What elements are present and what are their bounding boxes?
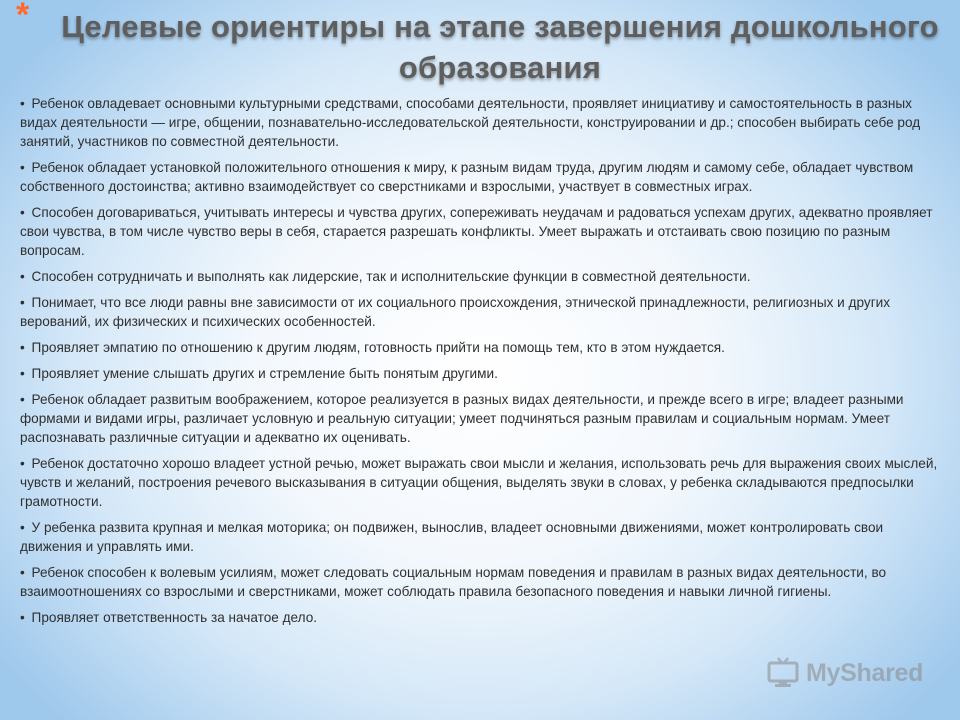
list-item — [20, 293, 946, 331]
title-star-icon: * — [16, 0, 30, 34]
bullet-list — [20, 94, 946, 634]
watermark-text: MyShared — [806, 658, 924, 687]
bullet-icon: • — [20, 520, 25, 535]
list-item-text: Ребенок обладает установкой положительного отношения к миру, к разным видам труда, другим людям и самому себе, обладает чувством собственного достоинства; активно взаимодействует со сверстниками и взрослыми, участвует в совместных играх. — [20, 160, 914, 194]
list-item-text: Способен договариваться, учитывать интересы и чувства других, сопереживать неудачам и радоваться успехам других, адекватно проявляет свои чувства, в том числе чувство веры в себя, старается разрешать конфликты. Умеет выражать и отстаивать свою позицию по разным вопросам. — [20, 205, 933, 258]
bullet-icon: • — [20, 610, 25, 625]
list-item — [20, 94, 946, 151]
myshared-watermark — [766, 656, 923, 690]
list-item — [20, 518, 946, 556]
list-item — [20, 364, 946, 383]
bullet-icon: • — [20, 295, 25, 310]
bullet-icon: • — [20, 160, 25, 175]
list-item — [20, 158, 946, 196]
bullet-icon: • — [20, 456, 25, 471]
list-item-text: Способен сотрудничать и выполнять как лидерские, так и исполнительские функции в совместной деятельности. — [31, 269, 751, 284]
bullet-icon: • — [20, 205, 25, 220]
list-item — [20, 563, 946, 601]
bullet-icon: • — [20, 269, 25, 284]
list-item — [20, 203, 946, 260]
list-item — [20, 338, 946, 357]
slide-title: Целевые ориентиры на этапе завершения дошкольного образования — [61, 9, 939, 85]
list-item-text: Понимает, что все люди равны вне зависимости от их социального происхождения, этнической принадлежности, религиозных и других верований, их физических и психических особенностей. — [20, 295, 891, 329]
list-item-text: Ребенок овладевает основными культурными средствами, способами деятельности, проявляет инициативу и самостоятельность в разных видах деятельности — игре, общении, познавательно-исследовательской деятельности, конструировании и др.; способен выбирать себе род занятий, участников по совместной деятельности. — [20, 96, 921, 149]
list-item-text: Проявляет эмпатию по отношению к другим людям, готовность прийти на помощь тем, кто в этом нуждается. — [31, 340, 725, 355]
list-item-text: Ребенок достаточно хорошо владеет устной речью, может выражать свои мысли и желания, использовать речь для выражения своих мыслей, чувств и желаний, построения речевого высказывания в ситуации общения, выделять звуки в словах, у ребенка складываются предпосылки грамотности. — [20, 456, 938, 509]
list-item-text: Ребенок обладает развитым воображением, которое реализуется в разных видах деятельности, и прежде всего в игре; владеет разными формами и видами игры, различает условную и реальную ситуации; умеет подчиняться разным правилам и социальным нормам. Умеет распознавать различные ситуации и адекватно их оценивать. — [20, 392, 904, 445]
list-item — [20, 454, 946, 511]
list-item — [20, 390, 946, 447]
list-item-text: Проявляет умение слышать других и стремление быть понятым другими. — [31, 366, 498, 381]
bullet-icon: • — [20, 96, 25, 111]
bullet-icon: • — [20, 392, 25, 407]
bullet-icon: • — [20, 565, 25, 580]
bullet-icon: • — [20, 340, 25, 355]
monitor-icon — [766, 656, 800, 690]
list-item-text: Ребенок способен к волевым усилиям, может следовать социальным нормам поведения и правилам в разных видах деятельности, во взаимоотношениях со взрослыми и сверстниками, может соблюдать правила безопасного поведения и навыки личной гигиены. — [20, 565, 887, 599]
list-item-text: У ребенка развита крупная и мелкая моторика; он подвижен, вынослив, владеет основными движениями, может контролировать свои движения и управлять ими. — [20, 520, 884, 554]
list-item-text: Проявляет ответственность за начатое дело. — [31, 610, 318, 625]
list-item — [20, 267, 946, 286]
list-item — [20, 608, 946, 627]
bullet-icon: • — [20, 366, 25, 381]
